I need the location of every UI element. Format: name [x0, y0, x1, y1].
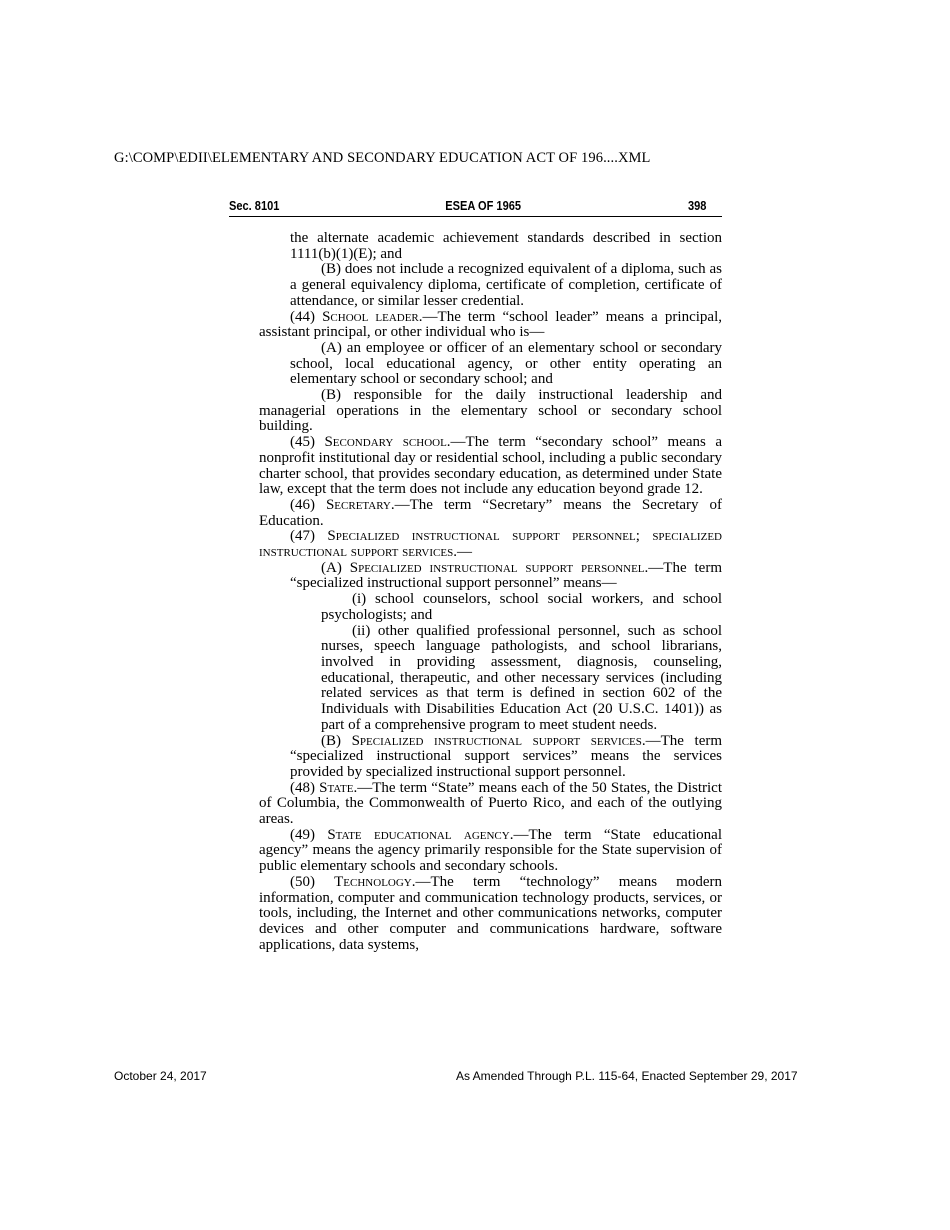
paragraph-43a-continued: the alternate academic achievement standards described in section 1111(b)(1)(E); and [290, 230, 722, 262]
definition-text: .—The term “secondary school” means a nonprofit institutional day or residential school, including a public secondary charter school, that provides secondary education, as determined under State law, except that the term does not include any education beyond grade 12. [259, 434, 722, 498]
paragraph-50 [259, 875, 722, 954]
paragraph-47a [259, 561, 722, 592]
act-title: ESEA OF 1965 [445, 198, 522, 213]
defined-term: Specialized instructional support personnel; specialized instructional support services [259, 528, 722, 561]
footer-amendment-note: As Amended Through P.L. 115-64, Enacted September 29, 2017 [456, 1069, 798, 1083]
footer-date: October 24, 2017 [114, 1069, 207, 1083]
definition-text: .—The term “State educational agency” means the agency primarily responsible for the State supervision of public elementary schools and secondary schools. [259, 826, 722, 875]
page-number: 398 [688, 198, 707, 213]
paragraph-47a-i: (i) school counselors, school social workers, and school psychologists; and [321, 591, 722, 623]
paragraph-number: (44) [290, 308, 323, 325]
defined-term: Specialized instructional support personnel [349, 559, 645, 576]
paragraph-number: (47) [290, 528, 328, 545]
paragraph-46 [259, 498, 722, 529]
defined-term: Secondary school [324, 434, 447, 451]
definition-text: .—The term “school leader” means a principal, assistant principal, or other individual who is— [259, 308, 722, 341]
header-rule [229, 216, 722, 217]
definition-text: .—The term “State” means each of the 50 States, the District of Columbia, the Commonwealth of Puerto Rico, and each of the outlying areas. [259, 779, 722, 828]
paragraph-number: (45) [290, 434, 325, 451]
definition-text: .— [453, 544, 472, 561]
section-number: Sec. 8101 [229, 198, 280, 213]
paragraph-number: (49) [290, 826, 328, 843]
definition-text: .—The term “specialized instructional support services” means the services provided by specialized instructional support personnel. [290, 732, 723, 780]
paragraph-number: (A) [321, 559, 350, 576]
definition-text: .—The term “Secretary” means the Secretary of Education. [259, 496, 722, 529]
defined-term: State [319, 779, 354, 796]
defined-term: State educational agency [327, 826, 510, 843]
paragraph-number: (48) [290, 779, 320, 796]
defined-term: School leader [322, 308, 419, 325]
paragraph-number: (50) [290, 873, 335, 890]
paragraph-47b [259, 734, 722, 781]
defined-term: Technology [334, 873, 412, 890]
paragraph-44a: (A) an employee or officer of an elementary school or secondary school, local educational agency, or other entity operating an elementary school or secondary school; and [290, 339, 722, 388]
paragraph-49 [259, 828, 722, 875]
paragraph-48 [259, 781, 722, 828]
definition-text: .—The term “technology” means modern information, computer and communication technology products, services, or tools, including, the Internet and other communications networks, computer devices and other computer and communications hardware, software applications, data systems, [259, 873, 722, 953]
paragraph-44 [259, 310, 722, 341]
paragraph-47 [259, 529, 722, 560]
definition-text: .—The term “specialized instructional support personnel” means— [290, 559, 722, 592]
defined-term: Secretary [325, 496, 391, 513]
document-body [259, 231, 722, 953]
paragraph-number: (46) [290, 496, 326, 513]
paragraph-44b: (B) responsible for the daily instructional leadership and managerial operations in the elementary school or secondary school building. [259, 387, 722, 435]
defined-term: Specialized instructional support services [351, 732, 642, 749]
paragraph-45 [259, 435, 722, 498]
file-path: G:\COMP\EDII\ELEMENTARY AND SECONDARY EDUCATION ACT OF 196....XML [114, 150, 651, 166]
paragraph-number: (B) [321, 732, 352, 749]
paragraph-47a-ii: (ii) other qualified professional personnel, such as school nurses, speech language pathologists, and school librarians, involved in providing assessment, diagnosis, counseling, educational, therapeutic, and other necessary services (including related services as that term is defined in section 602 of the Individuals with Disabilities Education Act (20 U.S.C. 1401)) as part of a comprehensive program to meet student needs. [321, 622, 722, 733]
paragraph-43b: (B) does not include a recognized equivalent of a diploma, such as a general equivalency diploma, certificate of completion, certificate of attendance, or similar lesser credential. [290, 261, 722, 309]
